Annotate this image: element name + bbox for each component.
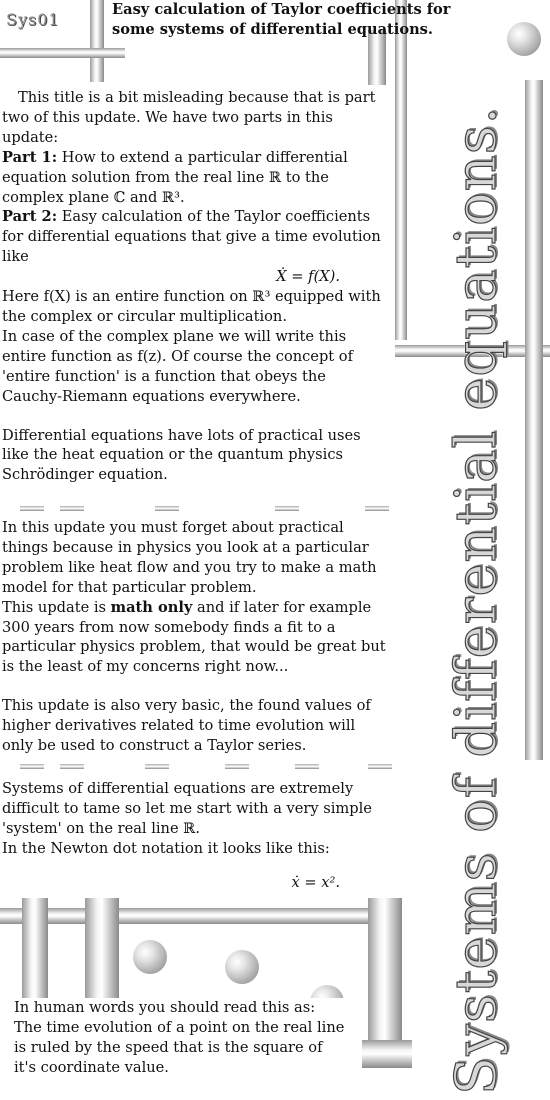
equation-2: ẋ = x². [291, 873, 340, 891]
separator-dash [368, 764, 392, 769]
part2-text: Easy calculation of the Taylor coefficients for differential equations that give a time evolution like [2, 208, 381, 266]
intro-section [2, 88, 390, 485]
separator-dash [20, 764, 44, 769]
paragraph: In the Newton dot notation it looks like this: [2, 839, 330, 857]
part2-paragraph [2, 207, 390, 267]
chrome-bar-bottom-v2 [85, 898, 119, 998]
section-2 [2, 518, 390, 756]
intro-text: This title is a bit misleading because that is part two of this update. We have two parts in this update: [2, 89, 376, 146]
chrome-bar-right-3 [525, 80, 543, 760]
separator-dash [155, 506, 179, 511]
equation-1: Ẋ = f(X). [276, 268, 340, 286]
paragraph [2, 598, 390, 678]
chrome-bar-bottom-v1 [22, 898, 48, 998]
chrome-bar-bottom-horizontal [0, 908, 390, 924]
separator-dash [225, 764, 249, 769]
paragraph: This update is also very basic, the found values of higher derivatives related to time evolution will only be used to construct a Taylor series. [2, 697, 371, 755]
bold-text: math only [110, 598, 193, 616]
chrome-bar-top-horizontal [0, 48, 125, 58]
chrome-bar-top-vertical [90, 0, 104, 82]
separator-dash [60, 764, 84, 769]
paragraph: Differential equations have lots of practical uses like the heat equation or the quantum physics Schrödinger equation. [2, 426, 361, 484]
paragraph: In this update you must forget about practical things because in physics you look at a particular problem like heat flow and you try to make a math model for that particular problem. [2, 519, 377, 596]
separator-dash [365, 506, 389, 511]
part1-text: How to extend a particular differential equation solution from the real line ℝ to the complex plane ℂ and ℝ³. [2, 148, 348, 206]
separator-dash [145, 764, 169, 769]
text-span: This update is [2, 598, 107, 616]
footer-section [14, 998, 349, 1078]
paragraph: Systems of differential equations are extremely difficult to tame so let me start with a very simple 'system' on the real line ℝ. [2, 780, 372, 837]
paragraph: The time evolution of a point on the real line is ruled by the speed that is the square of it's coordinate value. [14, 1018, 345, 1076]
text-span: and if later for example 300 years from now somebody finds a fit to a particular physics problem, that would be great but is the least of my concerns right now... [2, 598, 386, 676]
separator-dash [20, 506, 44, 511]
section-3 [2, 779, 390, 893]
side-title: Systems of differential equations. [444, 105, 509, 1095]
page-title: Easy calculation of Taylor coefficients for some systems of differential equations. [112, 1, 451, 38]
paragraph: In human words you should read this as: [14, 999, 316, 1016]
paragraph: In case of the complex plane we will write this entire function as f(z). Of course the concept of 'entire function' is a function that obeys the Cauchy-Riemann equations everywhere. [2, 327, 353, 405]
separator-dash [295, 764, 319, 769]
section-tag: Sys01 [6, 10, 60, 29]
separator-dash [60, 506, 84, 511]
paragraph: Here f(X) is an entire function on ℝ³ equipped with the complex or circular multiplication. [2, 288, 381, 325]
chrome-bar-bottom-corner [362, 1040, 412, 1068]
part1-label: Part 1: [2, 148, 58, 166]
chrome-ball [225, 950, 259, 984]
separator-dash [275, 506, 299, 511]
chrome-ball [133, 940, 167, 974]
intro-paragraph [2, 88, 390, 148]
part1-paragraph [2, 148, 390, 208]
chrome-bar-right-2 [395, 0, 407, 340]
part2-label: Part 2: [2, 208, 58, 226]
